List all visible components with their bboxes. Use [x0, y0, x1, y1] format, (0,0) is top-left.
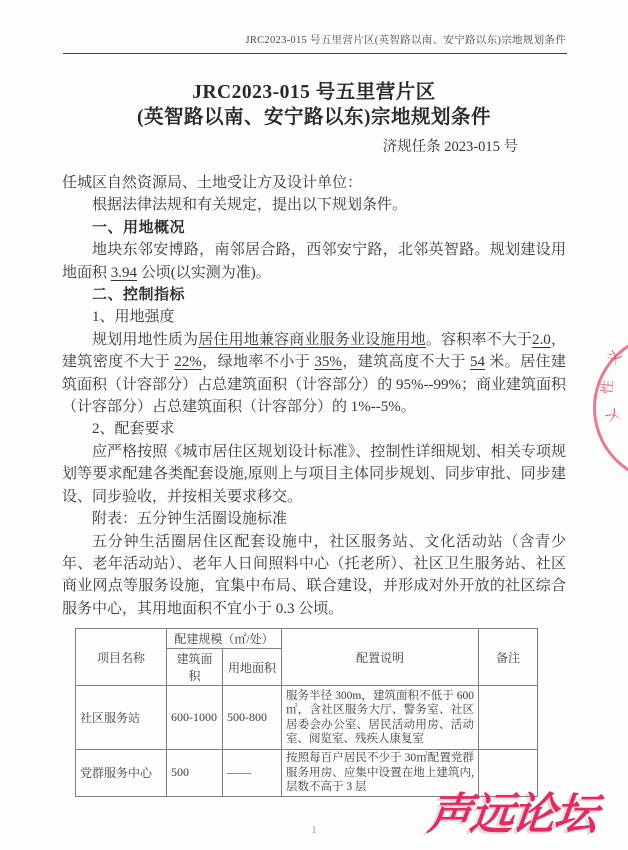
cell-project: 党群服务中心 — [76, 750, 167, 797]
body-text — [62, 172, 566, 620]
land-use-prefix: 规划用地性质为 — [92, 331, 199, 348]
cell-project: 社区服务站 — [76, 686, 167, 750]
land-use-nature: 居住用地兼容商业服务业设施用地 — [198, 331, 426, 348]
seal-character: 性 — [598, 379, 616, 395]
section2-sub2: 2、配套要求 — [92, 421, 175, 438]
height-value: 54 — [470, 354, 486, 371]
plot-ratio-value: 2.0 — [532, 331, 551, 348]
plot-ratio-text: 。容积率不大于 — [425, 331, 533, 348]
doc-number: 济规任条 2023-015 号 — [382, 139, 518, 155]
doc-title-line1: JRC2023-015 号五里营片区 — [192, 82, 436, 103]
green-rate-text: ，绿地率不小于 — [201, 354, 315, 371]
annex-paragraph: 五分钟生活圈居住区配套设施中，社区服务站、文化活动站（含青少年、老年活动站）、老年人日间照料中心（托老所）、社区卫生服务站、社区商业网点等服务设施，宜集中布局、联合建设，并形成对外开放的社区综合服务中心，其用地面积不宜小于 0.3 公顷。 — [62, 533, 566, 617]
annex-heading: 附表：五分钟生活圈设施标准 — [92, 511, 288, 528]
cell-floor-area: 500 — [167, 750, 223, 797]
doc-title-line2: (英智路以南、安宁路以东)宗地规划条件 — [137, 107, 491, 128]
density-text: ，建筑密度不大于 — [62, 331, 566, 371]
section1-text-tail: 公顷(以实测为准)。 — [137, 264, 271, 281]
seal-character: 乂 — [601, 406, 623, 426]
cell-description: 服务半径 300m，建筑面积不低于 600㎡，含社区服务大厅、警务室、社区居委会办公室、居民活动用房、活动室、阅览室、残疾人康复室 — [282, 686, 479, 750]
land-area-value: 3.94 — [110, 264, 138, 281]
section2-paragraph1 — [62, 329, 566, 419]
running-header — [63, 32, 566, 47]
cell-remark — [479, 686, 538, 750]
green-rate-value: 35% — [314, 354, 342, 371]
section2-heading: 二、控制指标 — [92, 286, 186, 304]
section1-paragraph — [62, 239, 566, 284]
facility-standards-table — [75, 628, 538, 797]
table-row — [76, 686, 538, 750]
intro-paragraph: 根据法律法规和有关规定，提出以下规划条件。 — [92, 197, 408, 214]
col-header-project: 项目名称 — [76, 629, 167, 686]
section1-heading: 一、用地概况 — [92, 218, 186, 236]
cell-land-area: 500-800 — [223, 686, 282, 750]
cell-land-area: —— — [223, 750, 282, 797]
density-value: 22% — [174, 354, 202, 371]
section1-text: 地块东邻安博路，南邻居合路，西邻安宁路，北邻英智路。规划建设用地面积 — [62, 242, 566, 281]
cell-description: 按照每百户居民不少于 30㎡配置党群服务用房、应集中设置在地上建筑内,层数不高于 3 层 — [282, 750, 479, 797]
ratio-split-text: 米。居住建筑面积（计容部分）占总建筑面积（计容部分）的 95%--99%；商业建筑面积（计容部分）占总建筑面积（计容部分）的 1%--5%。 — [62, 354, 566, 416]
col-header-scale-group: 配建规模（㎡/处） — [167, 629, 282, 649]
header-rule — [63, 53, 567, 54]
title-block — [0, 80, 628, 156]
col-header-land-area: 用地面积 — [223, 649, 282, 686]
section2-paragraph2: 应严格按照《城市居住区规划设计标准》、控制性详细规划、相关专项规划等要求配建各类配套设施,原则上与项目主体同步规划、同步审批、同步建设、同步验收，并按相关要求移交。 — [62, 443, 566, 505]
col-header-description: 配置说明 — [282, 629, 479, 686]
page-number: 1 — [311, 825, 317, 836]
seal-character: 义 — [603, 346, 625, 368]
section2-sub1: 1、用地强度 — [92, 309, 175, 326]
col-header-remark: 备注 — [479, 629, 538, 686]
cell-floor-area: 600-1000 — [167, 686, 223, 750]
salutation: 任城区自然资源局、土地受让方及设计单位： — [62, 175, 363, 191]
forum-watermark-logo: 声远论坛 — [425, 790, 599, 839]
height-text: ，建筑高度不大于 — [341, 354, 471, 371]
col-header-floor-area: 建筑面积 — [167, 649, 223, 686]
running-header-text: JRC2023-015 号五里营片区(英智路以南、安宁路以东)宗地规划条件 — [245, 35, 566, 46]
